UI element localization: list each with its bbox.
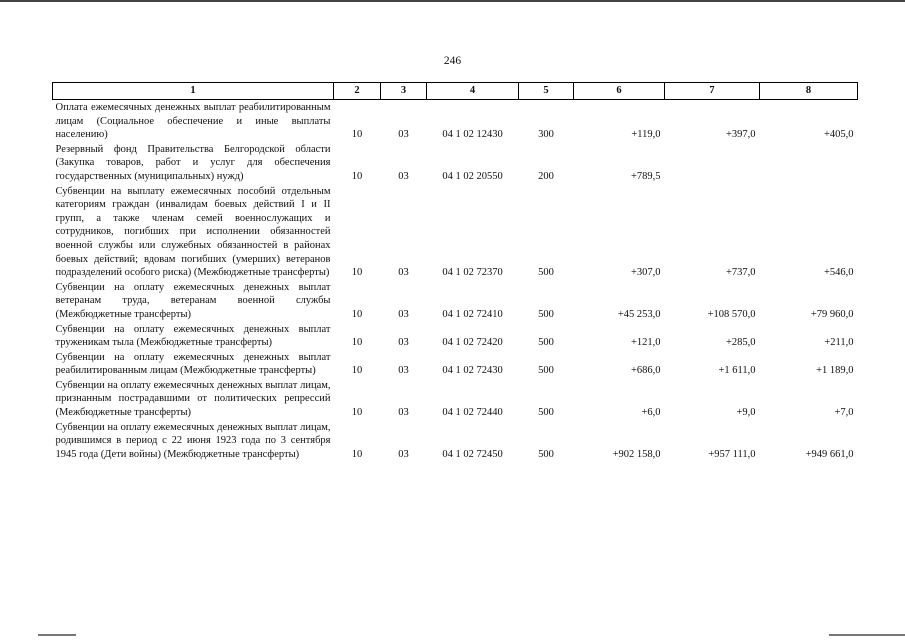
row-amount-7: +397,0 bbox=[725, 129, 756, 141]
row-amount-7: +1 611,0 bbox=[718, 365, 756, 377]
row-section: 10 bbox=[351, 448, 363, 460]
table-row bbox=[53, 378, 858, 420]
row-subsection: 03 bbox=[398, 407, 409, 419]
row-section: 10 bbox=[351, 170, 363, 182]
row-target-code: 04 1 02 72370 bbox=[442, 267, 503, 279]
row-amount-6: +686,0 bbox=[630, 365, 661, 377]
row-amount-7: +285,0 bbox=[725, 337, 756, 349]
row-description: Субвенции на выплату ежемесячных пособий отдельным категориям граждан (инвалидам боевых действий I и II групп, а также членам семей военнослужащих и сотрудников, погибших при исполнении обязанностей военной службы или служебных обязанностей в районах боевых действий; вдовам погибших (умерших) ветеранов подразделений особого риска) (Межбюджетные трансферты) bbox=[55, 185, 331, 279]
budget-table bbox=[52, 82, 858, 461]
col-header: 4 bbox=[427, 83, 519, 100]
row-expense-type: 500 bbox=[538, 407, 554, 419]
row-amount-8: +546,0 bbox=[823, 267, 854, 279]
col-header: 8 bbox=[760, 83, 858, 100]
row-amount-7: +9,0 bbox=[736, 407, 756, 419]
row-amount-6: +45 253,0 bbox=[617, 308, 661, 320]
row-target-code: 04 1 02 72440 bbox=[442, 407, 503, 419]
row-section: 10 bbox=[351, 129, 363, 141]
row-amount-7: +737,0 bbox=[725, 267, 756, 279]
row-amount-8: +1 189,0 bbox=[816, 365, 854, 377]
row-section: 10 bbox=[351, 337, 363, 349]
row-amount-6: +307,0 bbox=[630, 267, 661, 279]
row-amount-7: +957 111,0 bbox=[708, 448, 756, 460]
row-target-code: 04 1 02 12430 bbox=[442, 129, 503, 141]
table-row bbox=[53, 142, 858, 184]
row-amount-8: +405,0 bbox=[823, 129, 854, 141]
row-section: 10 bbox=[351, 365, 363, 377]
row-description: Субвенции на оплату ежемесячных денежных выплат лицам, родившимся в период с 22 июня 1923 года по 3 сентября 1945 года (Дети войны) (Межбюджетные трансферты) bbox=[55, 421, 331, 460]
row-description: Оплата ежемесячных денежных выплат реабилитированным лицам (Социальное обеспечение и иные выплаты населению) bbox=[55, 102, 331, 141]
row-description: Субвенции на оплату ежемесячных денежных выплат лицам, признанным пострадавшими от политических репрессий (Межбюджетные трансферты) bbox=[55, 379, 331, 419]
row-target-code: 04 1 02 72410 bbox=[442, 308, 503, 320]
top-edge-line bbox=[0, 0, 905, 2]
row-expense-type: 500 bbox=[538, 267, 554, 279]
table-row bbox=[53, 322, 858, 350]
row-subsection: 03 bbox=[398, 337, 409, 349]
row-amount-8 bbox=[760, 142, 858, 184]
row-amount-8: +79 960,0 bbox=[810, 308, 854, 320]
row-subsection: 03 bbox=[398, 308, 409, 320]
col-header: 2 bbox=[334, 83, 381, 100]
col-header: 6 bbox=[574, 83, 665, 100]
col-header: 3 bbox=[381, 83, 427, 100]
row-expense-type: 500 bbox=[538, 308, 554, 320]
header-row bbox=[53, 83, 858, 100]
bottom-left-mark bbox=[38, 634, 76, 636]
row-description: Резервный фонд Правительства Белгородской области (Закупка товаров, работ и услуг для обеспечения государственных (муниципальных) нужд) bbox=[55, 143, 331, 182]
table-row bbox=[53, 184, 858, 280]
row-amount-8: +211,0 bbox=[824, 337, 854, 349]
col-header: 1 bbox=[53, 83, 334, 100]
table-row bbox=[53, 420, 858, 462]
bottom-right-mark bbox=[829, 634, 905, 636]
row-expense-type: 200 bbox=[538, 170, 554, 182]
row-expense-type: 300 bbox=[538, 129, 554, 141]
row-amount-7 bbox=[665, 142, 760, 184]
col-header: 5 bbox=[519, 83, 574, 100]
row-subsection: 03 bbox=[398, 365, 409, 377]
table-row bbox=[53, 350, 858, 378]
row-description: Субвенции на оплату ежемесячных денежных выплат ветеранам труда, ветеранам военной службы (Межбюджетные трансферты) bbox=[55, 281, 331, 320]
table-row bbox=[53, 100, 858, 142]
row-subsection: 03 bbox=[398, 129, 409, 141]
row-description: Субвенции на оплату ежемесячных денежных выплат труженикам тыла (Межбюджетные трансферты) bbox=[55, 323, 331, 349]
row-section: 10 bbox=[351, 267, 363, 279]
row-description: Субвенции на оплату ежемесячных денежных выплат реабилитированным лицам (Межбюджетные трансферты) bbox=[55, 351, 331, 377]
row-subsection: 03 bbox=[398, 448, 409, 460]
row-section: 10 bbox=[351, 308, 363, 320]
row-target-code: 04 1 02 72430 bbox=[442, 365, 503, 377]
row-amount-6: +6,0 bbox=[641, 407, 661, 419]
row-expense-type: 500 bbox=[538, 365, 554, 377]
page-number: 246 bbox=[443, 55, 462, 67]
row-expense-type: 500 bbox=[538, 337, 554, 349]
row-amount-6: +121,0 bbox=[630, 337, 661, 349]
row-amount-8: +7,0 bbox=[834, 407, 854, 419]
row-amount-6: +902 158,0 bbox=[612, 448, 661, 460]
row-subsection: 03 bbox=[398, 267, 409, 279]
row-amount-8: +949 661,0 bbox=[805, 448, 854, 460]
row-target-code: 04 1 02 72450 bbox=[442, 448, 503, 460]
row-section: 10 bbox=[351, 407, 363, 419]
row-expense-type: 500 bbox=[538, 448, 554, 460]
row-target-code: 04 1 02 72420 bbox=[442, 337, 503, 349]
col-header: 7 bbox=[665, 83, 760, 100]
row-target-code: 04 1 02 20550 bbox=[442, 170, 503, 182]
row-amount-6: +789,5 bbox=[630, 170, 661, 182]
table-row bbox=[53, 280, 858, 322]
row-amount-6: +119,0 bbox=[631, 129, 661, 141]
row-subsection: 03 bbox=[398, 170, 409, 182]
row-amount-7: +108 570,0 bbox=[707, 308, 756, 320]
